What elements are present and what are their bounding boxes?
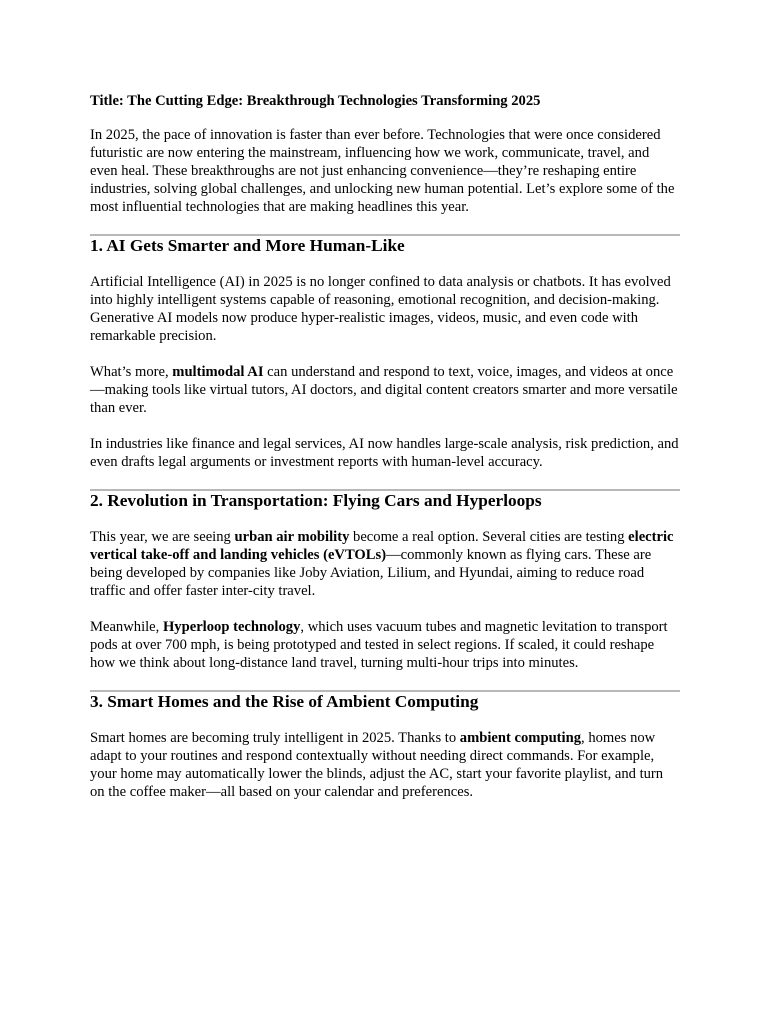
section-2-paragraph-1 (90, 528, 680, 600)
section-3-paragraph-1 (90, 729, 680, 801)
bold-term: urban air mobility (234, 529, 350, 545)
bold-term: Hyperloop technology (162, 619, 301, 635)
text-run: become a real option. Several cities are testing (349, 529, 629, 545)
text-run: , which uses vacuum tubes and magnetic levitation to transport pods at over 700 mph, is being prototyped and tested in select regions. If scaled, it could reshape how we think about long-distance land travel, turning multi-hour trips into minutes. (90, 619, 668, 671)
section-2-heading: 2. Revolution in Transportation: Flying Cars and Hyperloops (90, 491, 542, 510)
section-1-paragraph-3: In industries like finance and legal services, AI now handles large-scale analysis, risk prediction, and even drafts legal arguments or investment reports with human-level accuracy. (90, 436, 679, 470)
text-run: This year, we are seeing (90, 529, 235, 545)
text-run: Meanwhile, (90, 619, 163, 635)
section-1-paragraph-1: Artificial Intelligence (AI) in 2025 is no longer confined to data analysis or chatbots. It has evolved into highly intelligent systems capable of reasoning, emotional recognition, and decision-making. Generative AI models now produce hyper-realistic images, videos, music, and even code with remarkable precision. (90, 274, 671, 344)
text-run: Smart homes are becoming truly intelligent in 2025. Thanks to (90, 730, 460, 746)
text-run: What’s more, (90, 364, 173, 380)
bold-term: multimodal AI (172, 364, 264, 380)
section-3-heading: 3. Smart Homes and the Rise of Ambient Computing (90, 692, 479, 711)
document-title: Title: The Cutting Edge: Breakthrough Technologies Transforming 2025 (90, 93, 541, 109)
section-1-heading: 1. AI Gets Smarter and More Human-Like (90, 236, 405, 255)
document-body (90, 92, 680, 819)
text-run: —commonly known as flying cars. These are being developed by companies like Joby Aviation, Lilium, and Hyundai, aiming to reduce road traffic and offer faster inter-city travel. (90, 547, 652, 599)
text-run: , homes now adapt to your routines and respond contextually without needing direct commands. For example, your home may automatically lower the blinds, adjust the AC, start your favorite playlist, and turn on the coffee maker—all based on your calendar and preferences. (90, 730, 664, 800)
intro-paragraph: In 2025, the pace of innovation is faster than ever before. Technologies that were once considered futuristic are now entering the mainstream, influencing how we work, communicate, travel, and even heal. These breakthroughs are not just enhancing convenience—they’re reshaping entire industries, solving global challenges, and unlocking new human potential. Let’s explore some of the most influential technologies that are making headlines this year. (90, 127, 675, 215)
section-1-paragraph-2 (90, 363, 680, 417)
bold-term: electric vertical take-off and landing vehicles (eVTOLs) (90, 529, 674, 563)
bold-term: ambient computing (459, 730, 582, 746)
section-2-paragraph-2 (90, 618, 680, 672)
text-run: can understand and respond to text, voice, images, and videos at once—making tools like virtual tutors, AI doctors, and digital content creators smarter and more versatile than ever. (90, 364, 678, 416)
